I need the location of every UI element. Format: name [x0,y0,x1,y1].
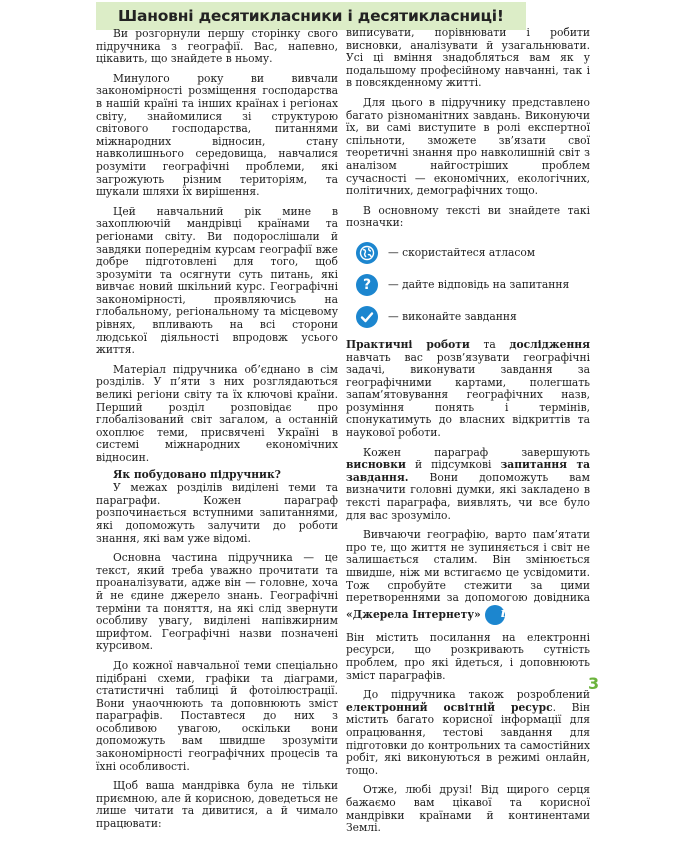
left-column [96,28,338,838]
paragraph: Для цього в підручнику представлено багато різноманітних завдань. Виконуючи їх, ви самі виступите в ролі експертної спільноти, зможете зв’язати свої теоретичні знання про навколишній світ з аналізом найгостріших проблем сучасності — економічних, екологічних, політичних, демографічних тощо. [346,95,590,198]
paragraph: В основному тексті ви знайдете такі позначки: [346,203,590,230]
page-number: 3 [588,674,600,693]
legend-item-question [346,269,590,301]
info-icon: i [485,605,505,625]
paragraph: Матеріал підручника об’єднано в сім розділів. У п’яти з них розглядаються великі регіони світу та їх ключові країни. Перший розділ розповідає про глобалізований світ загалом, а останній охоплює теми, присвячені Україні в системі міжнародних економічних відносин. [96,362,338,464]
legend-item-task [346,301,590,333]
question-icon: ? [356,274,378,296]
paragraph [346,339,590,440]
bold-term: Практичні роботи [346,337,470,351]
text: . Він містить багато корисної інформації для опрацювання, тестові завдання для підготовки до контрольних та самостійних робіт, які виконуються в режимі онлайн, тощо. [346,700,590,777]
bold-term: висновки [346,458,406,472]
globe-icon [356,242,378,264]
bold-term: електронний освітній ресурс [346,700,553,714]
paragraph: Минулого року ви вивчали закономірності розміщення господарства в нашій країні та інших країнах і регіонах світу, знайомилися зі структурою світового господарства, питаннями міжнародних відносин, стану навколишнього середовища, навчалися розуміти географічні проблеми, які загрожують різним територіям, та шукали шляхи їх вирішення. [96,71,338,199]
paragraph: Основна частина підручника — це текст, який треба уважно прочитати та проаналізувати, адже він — головне, хоча й не єдине джерело знань. Географічні терміни та поняття, на які слід звернути особливу увагу, виділені напівжирним шрифтом. Географічні назви позначені курсивом. [96,551,338,653]
bold-term: «Джерела Інтернету» [346,607,481,621]
legend-item-atlas [346,237,590,269]
text: навчать вас розв’язувати географічні задачі, виконувати завдання за географічними картами, полегшать запам’ятовування географічних назв, розуміння понять і термінів, спонукатимуть до власних відкриттів та наукової роботи. [346,350,590,440]
checkmark-icon [356,306,378,328]
paragraph [346,529,590,625]
legend-text: — дайте відповідь на запитання [388,277,570,291]
paragraph [346,447,590,523]
text: До підручника також розроблений [363,688,590,702]
text: Вони допоможуть вам визначити головні думки, які закладено в тексті параграфа, виявлять, чи все було для вас зрозуміло. [346,470,590,522]
text: Вивчаючи географію, варто пам’ятати про те, що життя не зупиняється і світ не залишається сталим. Він змінюється швидше, ніж ми встигаємо це усвідомити. Тож спробуйте стежити за цими перетвореннями за допомогою довідника [346,528,590,605]
paragraph: До кожної навчальної теми спеціально підібрані схеми, графіки та діаграми, статистичні таблиці й фотоілюстрації. Вони унаочнюють та доповнюють зміст параграфів. Поставтеся до них з особливою увагою, оскільки вони допоможуть вам швидше зрозуміти закономірності географічних процесів та їхні особливості. [96,658,338,773]
paragraph: Ви розгорнули першу сторінку свого підручника з географії. Вас, напевно, цікавить, що знайдете в ньому. [96,27,338,66]
paragraph: У межах розділів виділені теми та параграфи. Кожен параграф розпочинається вступними запитаннями, які допоможуть залучити до роботи знання, які вам уже відомі. [96,481,338,545]
text: й підсумкові [405,458,501,472]
paragraph: виписувати, порівнювати і робити висновки, аналізувати й узагальнювати. Усі ці вміння знадобляться вам як у подальшому професійному навчанні, так і в повсякденному житті. [346,26,590,90]
icon-legend [346,237,590,333]
legend-text: — скористайтеся атласом [388,245,536,259]
paragraph: Отже, любі друзі! Від щирого серця бажаємо вам цікавої та корисної мандрівки країнами й континентами Землі. [346,783,590,835]
legend-text: — виконайте завдання [388,309,517,323]
section-subheading: Як побудовано підручник? [113,467,281,481]
paragraph: Цей навчальний рік мине в захоплюючій мандрівці країнами та регіонами світу. Ви подорослішали й завдяки попереднім курсам географії вже добре підготовлені для того, щоб зрозуміти та осягнути суть питань, які вивчає новий шкільний курс. Географічні закономірності, проявляючись на глобальному, регіональному та місцевому рівнях, впливають на всі сторони людської діяльності впродовж усього життя. [96,204,338,357]
paragraph [346,689,590,777]
page-heading: Шановні десятикласники і десятикласниці! [118,7,504,25]
paragraph: Він містить посилання на електронні ресурси, що розкривають сутність проблем, про які йдеться, і доповнюють зміст параграфів. [346,630,590,682]
bold-term: запитання та завдання. [346,458,590,484]
text: та [469,337,510,351]
bold-term: дослідження [509,337,590,351]
paragraph: Щоб ваша мандрівка була не тільки приємною, але й корисною, доведеться не лише читати та дивитися, а й чимало працювати: [96,779,338,831]
right-column [346,27,590,842]
text: Кожен параграф завершують [363,445,590,459]
